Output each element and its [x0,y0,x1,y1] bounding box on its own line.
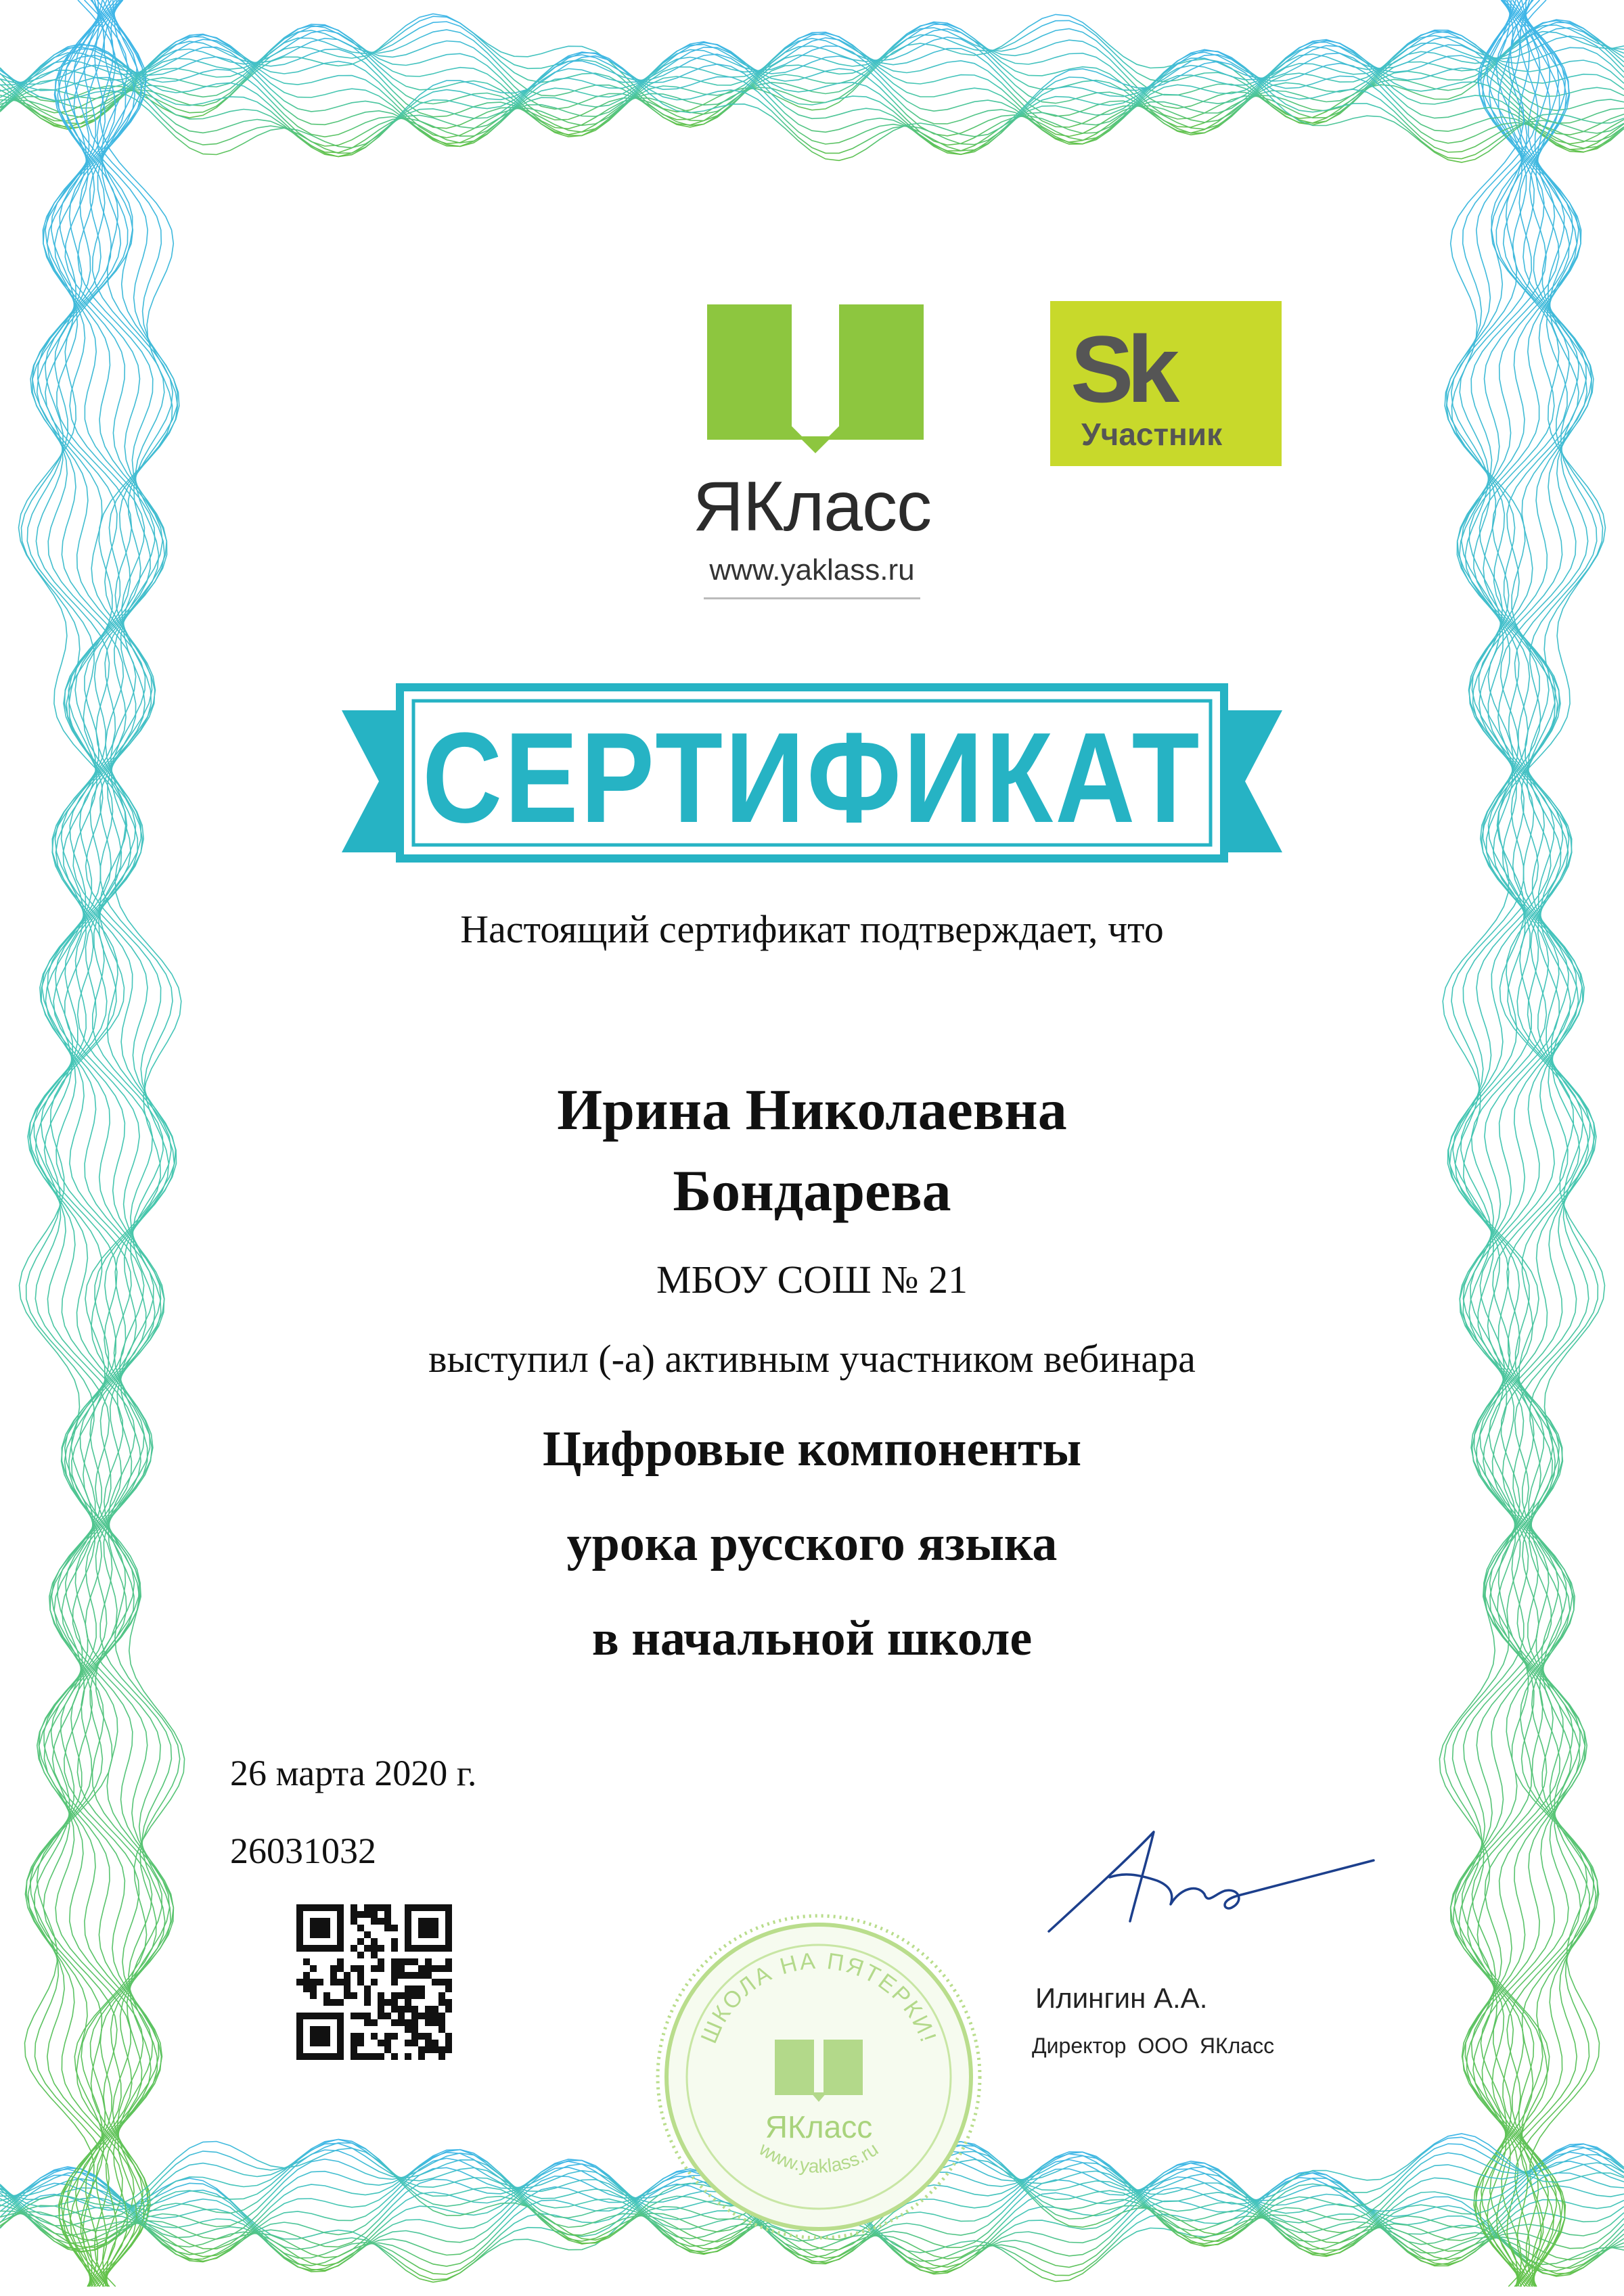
stamp-arc-text: ШКОЛА НА ПЯТЕРКИ! [696,1948,942,2048]
stamp-name: ЯКласс [765,2109,873,2144]
yaklass-logo-name: ЯКласс [692,467,932,546]
intro-text: Настоящий сертификат подтверждает, что [460,907,1164,951]
participation-text: выступил (-а) активным участником вебинара [428,1337,1196,1381]
qr-code-icon [296,1904,452,2060]
yaklass-stamp [650,1908,988,2246]
logo-divider [704,597,920,599]
skolkovo-badge [1050,301,1282,466]
webinar-topic-line1: Цифровые компоненты [542,1421,1082,1477]
webinar-topic-line2: урока русского языка [566,1516,1058,1571]
skolkovo-letters: Sk [1070,316,1173,422]
certificate-number: 26031032 [230,1831,376,1871]
stamp-url: www.yaklass.ru [755,2138,882,2177]
issue-date: 26 марта 2020 г. [230,1753,477,1793]
recipient-name-line2: Бондарева [673,1158,951,1223]
signer-position: Директор ООО ЯКласс [1032,2034,1275,2058]
skolkovo-label: Участник [1081,417,1223,452]
webinar-topic-line3: в начальной школе [591,1611,1033,1666]
director-signature [1035,1820,1394,1942]
yaklass-logo-url: www.yaklass.ru [709,553,915,587]
signer-name: Илингин А.А. [1035,1982,1208,2014]
yaklass-book-icon [704,301,927,453]
certificate-title: СЕРТИФИКАТ [422,706,1202,850]
recipient-name-line1: Ирина Николаевна [557,1077,1067,1142]
recipient-school: МБОУ СОШ № 21 [656,1258,968,1302]
